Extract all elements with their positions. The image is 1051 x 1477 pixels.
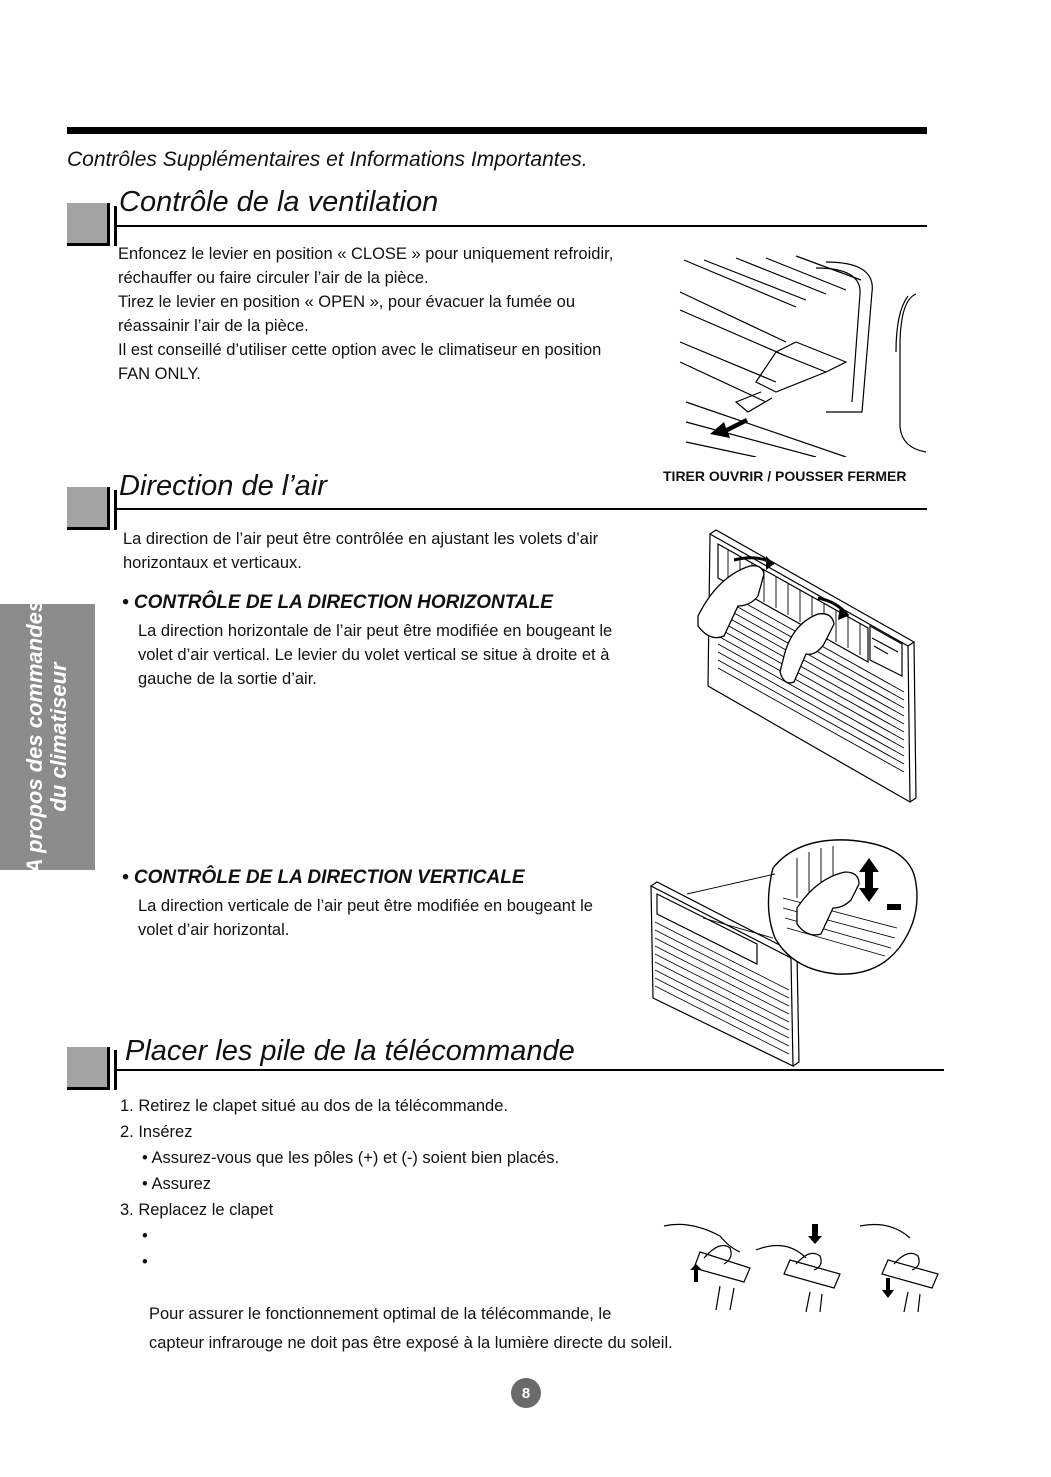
page-header: Contrôles Supplémentaires et Informations Importantes. <box>67 148 588 171</box>
vent-caption: TIRER OUVRIR / POUSSER FERMER <box>663 468 907 484</box>
text-line: réassainir l’air de la pièce. <box>118 317 309 335</box>
section-title-ventilation: Contrôle de la ventilation <box>119 186 439 218</box>
text-line: gauche de la sortie d’air. <box>138 670 317 688</box>
horizontal-heading: • CONTRÔLE DE LA DIRECTION HORIZONTALE <box>122 592 553 613</box>
text-line: La direction de l’air peut être contrôlée en ajustant les volets d’air <box>123 530 599 548</box>
text-line: horizontaux et verticaux. <box>123 554 302 572</box>
text-line: Il est conseillé d’utiliser cette option avec le climatiseur en position <box>118 341 602 359</box>
vertical-text <box>138 894 593 942</box>
step-line: 1. Retirez le clapet situé au dos de la télécommande. <box>120 1097 508 1115</box>
section-rule <box>114 508 927 510</box>
section-marker-direction <box>67 487 110 530</box>
section-rule <box>114 1069 944 1071</box>
step-line: • <box>142 1227 148 1245</box>
section-marker-batteries <box>67 1047 110 1090</box>
vent-lever-illustration <box>676 252 932 457</box>
section-tick <box>114 490 117 530</box>
section-title-batteries: Placer les pile de la télécommande <box>125 1035 575 1067</box>
text-line: volet d’air horizontal. <box>138 921 290 939</box>
note-line: Pour assurer le fonctionnement optimal de la télécommande, le <box>149 1305 612 1323</box>
batteries-steps <box>120 1093 559 1275</box>
batteries-note <box>149 1300 673 1358</box>
text-line: volet d’air vertical. Le levier du volet vertical se situe à droite et à <box>138 646 610 664</box>
direction-intro <box>123 527 598 575</box>
side-tab-text <box>23 600 71 874</box>
ventilation-text <box>118 242 613 386</box>
note-line: capteur infrarouge ne doit pas être exposé à la lumière directe du soleil. <box>149 1334 673 1352</box>
remote-battery-illustration <box>660 1218 950 1314</box>
text-line: La direction horizontale de l’air peut être modifiée en bougeant le <box>138 622 613 640</box>
step-line: 3. Replacez le clapet <box>120 1201 274 1219</box>
step-line: • <box>142 1253 148 1271</box>
section-title-direction: Direction de l’air <box>119 470 327 502</box>
text-line: La direction verticale de l’air peut être modifiée en bougeant le <box>138 897 593 915</box>
vertical-heading: • CONTRÔLE DE LA DIRECTION VERTICALE <box>122 867 525 888</box>
section-rule <box>114 225 927 227</box>
side-tab-line2: du climatiseur <box>46 662 71 812</box>
horizontal-louver-illustration <box>688 526 933 806</box>
text-line: FAN ONLY. <box>118 365 201 383</box>
vertical-louver-illustration <box>647 838 937 1070</box>
step-line: • Assurez <box>142 1175 212 1193</box>
side-tab <box>0 599 95 875</box>
step-line: • Assurez-vous que les pôles (+) et (-) soient bien placés. <box>142 1149 560 1167</box>
horizontal-text <box>138 619 612 691</box>
side-tab-line1: A propos des commandes <box>22 599 47 875</box>
step-line: 2. Insérez <box>120 1123 193 1141</box>
text-line: Tirez le levier en position « OPEN », pour évacuer la fumée ou <box>118 293 576 311</box>
text-line: réchauffer ou faire circuler l’air de la pièce. <box>118 269 429 287</box>
section-marker-ventilation <box>67 203 110 246</box>
text-line: Enfoncez le levier en position « CLOSE » pour uniquement refroidir, <box>118 245 614 263</box>
top-rule <box>67 127 927 134</box>
page-number: 8 <box>511 1378 541 1408</box>
